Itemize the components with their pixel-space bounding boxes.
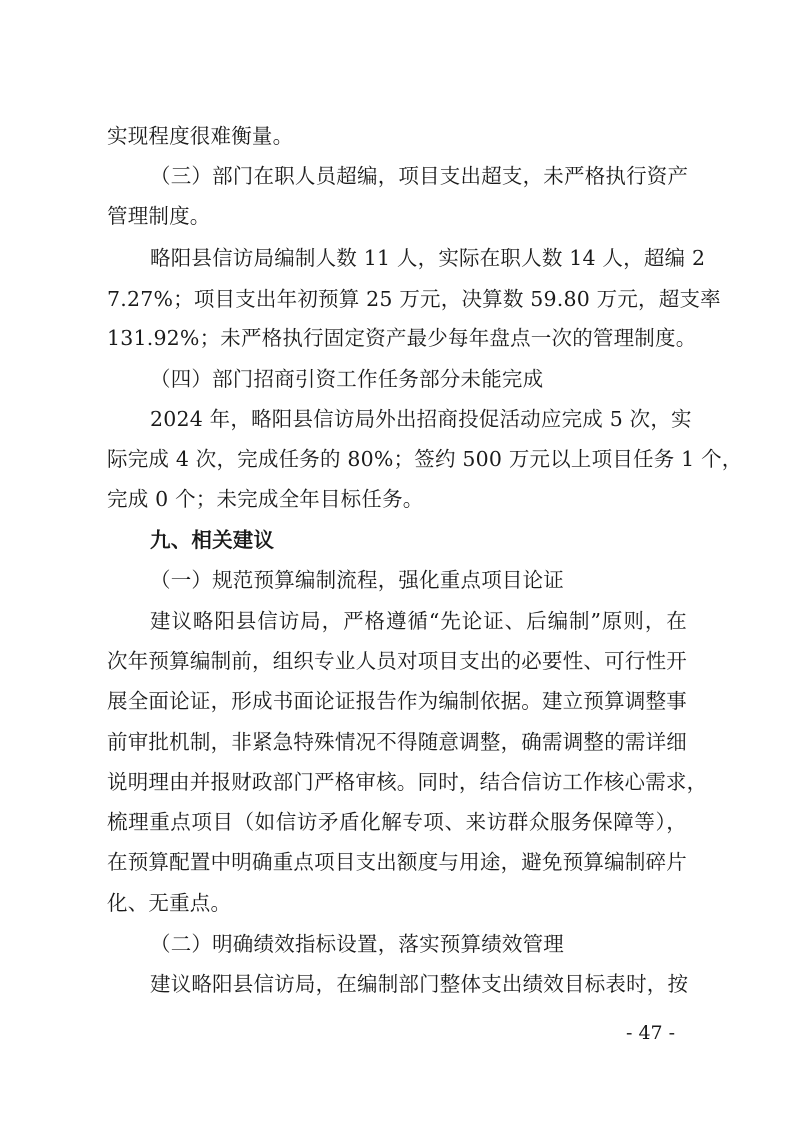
paragraph-line: 131.92%；未严格执行固定资产最少每年盘点一次的管理制度。 xyxy=(107,326,697,350)
page-number: - 47 - xyxy=(626,1022,676,1044)
paragraph-line: 说明理由并报财政部门严格审核。同时，结合信访工作核心需求， xyxy=(107,770,708,794)
subheading-4: （四）部门招商引资工作任务部分未能完成 xyxy=(150,367,544,391)
paragraph-line: 实现程度很难衡量。 xyxy=(107,124,294,148)
paragraph-line: 际完成 4 次，完成任务的 80%；签约 500 万元以上项目任务 1 个， xyxy=(107,447,743,471)
section-heading-9: 九、相关建议 xyxy=(150,528,275,552)
paragraph-line: 建议略阳县信访局，严格遵循“先论证、后编制”原则，在 xyxy=(150,609,687,633)
subheading-3: （三）部门在职人员超编，项目支出超支，未严格执行资产 xyxy=(150,164,689,188)
paragraph-line: 在预算配置中明确重点项目支出额度与用途，避免预算编制碎片 xyxy=(107,850,687,874)
subheading-3-cont: 管理制度。 xyxy=(107,204,211,228)
subheading-2: （二）明确绩效指标设置，落实预算绩效管理 xyxy=(150,932,564,956)
paragraph-line: 梳理重点项目（如信访矛盾化解专项、来访群众服务保障等）， xyxy=(107,810,687,834)
paragraph-line: 次年预算编制前，组织专业人员对项目支出的必要性、可行性开 xyxy=(107,649,687,673)
paragraph-line: 前审批机制，非紧急特殊情况不得随意调整，确需调整的需详细 xyxy=(107,730,687,754)
paragraph-line: 2024 年，略阳县信访局外出招商投促活动应完成 5 次，实 xyxy=(150,407,692,431)
subheading-1: （一）规范预算编制流程，强化重点项目论证 xyxy=(150,568,564,592)
paragraph-line: 略阳县信访局编制人数 11 人，实际在职人数 14 人，超编 2 xyxy=(150,246,706,270)
paragraph-line: 建议略阳县信访局，在编制部门整体支出绩效目标表时，按 xyxy=(150,972,689,996)
paragraph-line: 化、无重点。 xyxy=(107,891,232,915)
paragraph-line: 展全面论证，形成书面论证报告作为编制依据。建立预算调整事 xyxy=(107,689,687,713)
paragraph-line: 完成 0 个；未完成全年目标任务。 xyxy=(107,487,424,511)
paragraph-line: 7.27%；项目支出年初预算 25 万元，决算数 59.80 万元，超支率 xyxy=(107,287,721,311)
